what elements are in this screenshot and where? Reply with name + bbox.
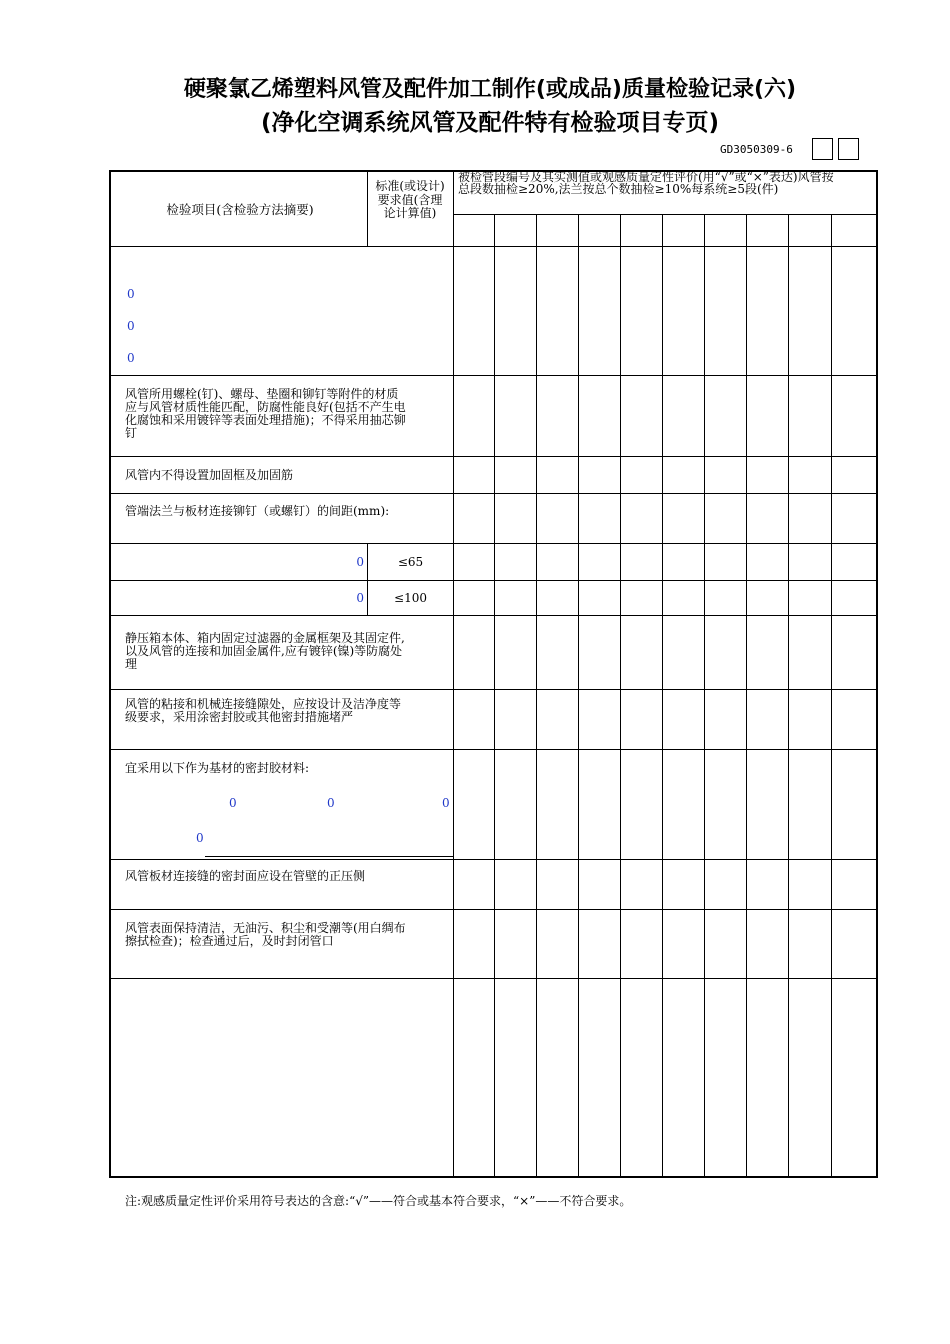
standard-value: ≤100 [394,591,427,605]
value-field[interactable]: 0 [327,796,335,810]
value-field[interactable]: 0 [127,319,135,333]
item-sealant-material: 宜采用以下作为基材的密封胶材料: [125,761,310,775]
form-subtitle: (净化空调系统风管及配件特有检验项目专页) [260,110,720,136]
header-standard-label: 标准(或设计)要求值(含理论计算值) [375,179,445,220]
standard-value: ≤65 [397,555,424,569]
eval-col-line [662,214,663,1177]
item-rivet-spacing: 管端法兰与板材连接铆钉（或螺钉）的间距(mm): [125,504,390,518]
form-title: 硬聚氯乙烯塑料风管及配件加工制作(或成品)质量检验记录(六) [183,77,797,102]
eval-col-line [746,214,747,1177]
item-seal-positive-side: 风管板材连接缝的密封面应设在管壁的正压侧 [125,869,366,883]
eval-col-line [536,214,537,1177]
eval-col-line [788,214,789,1177]
header-item-label: 检验项目(含检验方法摘要) [166,202,314,217]
eval-col-line [620,214,621,1177]
eval-col-line [494,214,495,1177]
item-joint-sealing: 风管的粘接和机械连接缝隙处，应按设计及洁净度等级要求，采用涂密封胶或其他密封措施堵严 [125,697,402,724]
item-static-box: 静压箱本体、箱内固定过滤器的金属框架及其固定件,以及风管的连接和加固金属件,应有镀锌(镍)等防腐处理 [125,631,405,671]
eval-col-line [704,214,705,1177]
footnote: 注:观感质量定性评价采用符号表达的含意:“√”——符合或基本符合要求，“×”——不符合要求。 [125,1194,632,1208]
value-field[interactable]: 0 [356,555,364,569]
underline [205,856,453,857]
col-line-eval [453,171,454,1177]
value-field[interactable]: 0 [442,796,450,810]
eval-col-line [578,214,579,1177]
value-field[interactable]: 0 [127,287,135,301]
item-no-reinforcement: 风管内不得设置加固框及加固筋 [125,468,294,482]
value-field[interactable]: 0 [356,591,364,605]
item-fastener-material: 风管所用螺栓(钉)、螺母、垫圈和铆钉等附件的材质应与风管材质性能匹配，防腐性能良好(包括不产生电化腐蚀和采用镀锌等表面处理措施)；不得采用抽芯铆钉 [125,387,406,440]
code-box-2[interactable] [838,138,859,160]
value-field[interactable]: 0 [127,351,135,365]
eval-col-line [831,214,832,1177]
eval-header-divider [453,214,877,215]
value-field[interactable]: 0 [229,796,237,810]
value-field[interactable]: 0 [196,831,204,845]
col-line-standard [367,171,368,246]
form-code: GD3050309-6 [720,143,793,156]
item-surface-clean: 风管表面保持清洁，无油污、积尘和受潮等(用白绸布擦拭检查)；检查通过后，及时封闭管口 [125,921,406,948]
header-eval-label: 被检管段编号及其实测值或观感质量定性评价(用“√”或“×”表达)风管按总段数抽检≥20%,法兰按总个数抽检≥10%每系统≥5段(件) [458,170,834,196]
code-box-1[interactable] [812,138,833,160]
